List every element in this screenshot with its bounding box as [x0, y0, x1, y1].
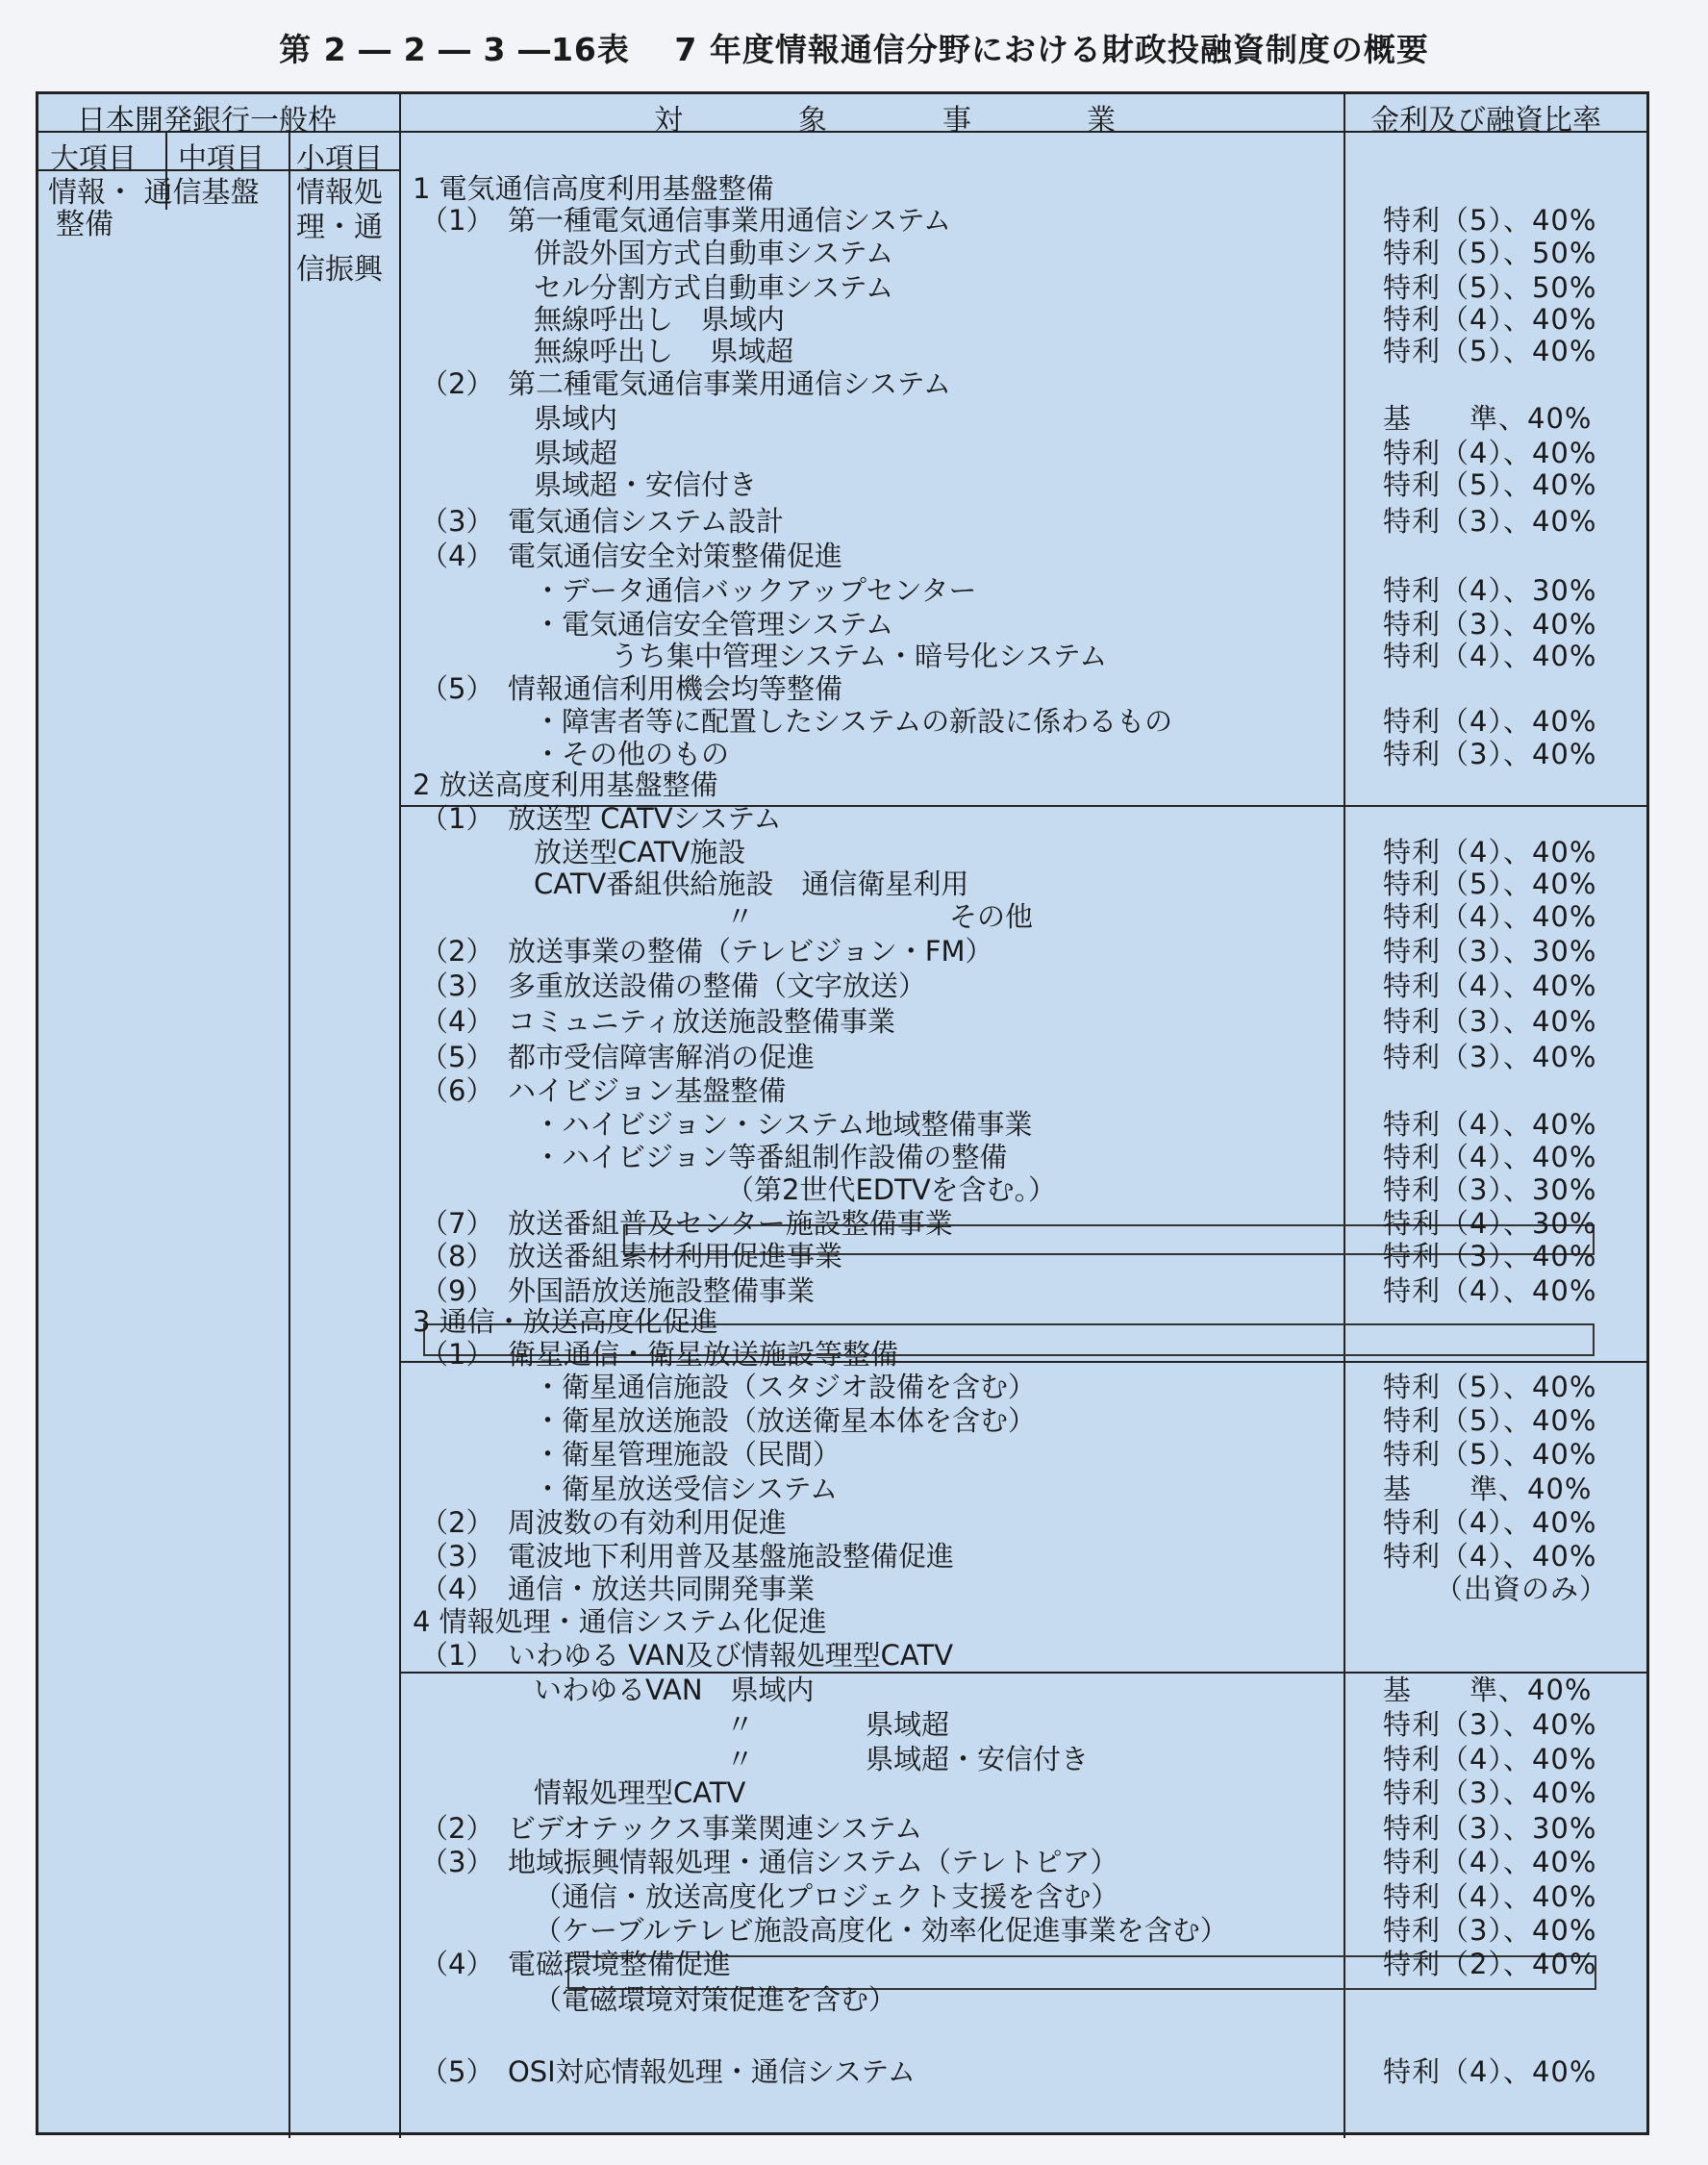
row-item: ・データ通信バックアップセンター [534, 574, 977, 607]
row-item: （3） 多重放送設備の整備（文字放送） [420, 969, 926, 1002]
row-rate: 特利（4）、40% [1383, 1540, 1597, 1573]
row-rate: 基 準、40% [1383, 402, 1593, 435]
row-rate: 特利（4）、40% [1383, 2055, 1597, 2088]
row-item: （5） 情報通信利用機会均等整備 [420, 672, 842, 705]
row-item: ・障害者等に配置したシステムの新設に係わるもの [534, 705, 1173, 738]
header-medium: 中項目 [178, 142, 264, 176]
header-rate: 金利及び融資比率 [1370, 104, 1601, 138]
row-item: （5） OSI対応情報処理・通信システム [420, 2055, 916, 2088]
row-rate: 特利（5）、50% [1383, 237, 1597, 269]
row-item: （1） 第一種電気通信事業用通信システム [420, 204, 952, 237]
header-dbj: 日本開発銀行一般枠 [77, 104, 337, 138]
row-item: 〃 県域超・安信付き [726, 1743, 1090, 1775]
row-rate: 特利（4）、30% [1383, 1207, 1597, 1240]
row-rate: 特利（4）、40% [1383, 900, 1597, 933]
row-rate: 特利（4）、40% [1383, 1141, 1597, 1173]
row-item: 無線呼出し 県域内 [534, 303, 786, 336]
row-rate: 特利（3）、40% [1383, 1005, 1597, 1038]
large-category-line: 情報・ 通信基盤 [48, 176, 260, 210]
row-item: ・衛星放送受信システム [534, 1473, 839, 1505]
row-item: 放送型CATV施設 [534, 836, 746, 869]
row-rate: 特利（3）、40% [1383, 738, 1597, 770]
row-item: 1 電気通信高度利用基盤整備 [413, 172, 774, 205]
row-item: 県域超・安信付き [534, 468, 758, 501]
row-rate: 特利（4）、40% [1383, 437, 1597, 469]
row-rate: 特利（5）、40% [1383, 868, 1597, 900]
row-rate: 特利（3）、40% [1383, 1240, 1597, 1272]
row-item: 〃 その他 [726, 900, 1034, 933]
row-rate: 特利（4）、40% [1383, 1108, 1597, 1141]
row-item: ・その他のもの [534, 738, 730, 770]
row-rate: 特利（4）、30% [1383, 574, 1597, 607]
financing-table [36, 91, 1649, 2135]
row-item: （5） 都市受信障害解消の促進 [420, 1041, 815, 1073]
row-rate: 特利（3）、40% [1383, 608, 1597, 641]
row-item: ・衛星放送施設（放送衛星本体を含む） [534, 1404, 1037, 1437]
row-rate: 特利（4）、40% [1383, 303, 1597, 336]
col-divider [289, 133, 290, 2138]
row-rate: 特利（5）、40% [1383, 1404, 1597, 1437]
row-item: （6） ハイビジョン基盤整備 [420, 1074, 787, 1107]
small-category-line: 理・通 [296, 211, 383, 244]
row-item: セル分割方式自動車システム [534, 271, 894, 304]
row-rate: 特利（3）、40% [1383, 1708, 1597, 1741]
row-rate: 特利（4）、40% [1383, 1743, 1597, 1775]
row-item: 〃 県域超 [726, 1708, 950, 1741]
row-rate: 特利（4）、40% [1383, 1274, 1597, 1307]
col-divider [399, 94, 401, 2138]
row-item: （2） 放送事業の整備（テレビジョン・FM） [420, 935, 993, 968]
row-rate: 特利（4）、40% [1383, 1846, 1597, 1878]
small-category-line: 信振興 [296, 253, 383, 287]
row-item: 併設外国方式自動車システム [534, 237, 894, 269]
row-rate: 基 準、40% [1383, 1674, 1593, 1706]
row-item: （3） 電波地下利用普及基盤施設整備促進 [420, 1540, 954, 1573]
row-item: （8） 放送番組素材利用促進事業 [420, 1240, 842, 1272]
row-item: （1） 衛星通信・衛星放送施設等整備 [420, 1338, 898, 1371]
row-rate: 特利（4）、40% [1383, 1506, 1597, 1539]
row-item: （1） 放送型 CATVシステム [420, 802, 782, 835]
row-item: ・電気通信安全管理システム [534, 608, 894, 641]
row-item: CATV番組供給施設 通信衛星利用 [534, 868, 969, 900]
row-rate: 特利（3）、40% [1383, 1776, 1597, 1809]
row-item: 県域超 [534, 437, 618, 469]
row-item: （4） 通信・放送共同開発事業 [420, 1573, 815, 1605]
row-item: ・衛星管理施設（民間） [534, 1438, 841, 1471]
row-item: （3） 電気通信システム設計 [420, 505, 785, 538]
row-item: 県域内 [534, 402, 618, 435]
row-rate: 基 準、40% [1383, 1473, 1593, 1505]
row-item: （通信・放送高度化プロジェクト支援を含む） [534, 1880, 1119, 1913]
table-title: 第 2 ― 2 ― 3 ―16表 7 年度情報通信分野における財政投融資制度の概要 [279, 31, 1429, 68]
row-item: （9） 外国語放送施設整備事業 [420, 1274, 815, 1307]
row-item: 3 通信・放送高度化促進 [413, 1305, 718, 1338]
row-rate: 特利（5）、40% [1383, 335, 1597, 367]
row-rate: 特利（3）、40% [1383, 1914, 1597, 1947]
row-rate: 特利（5）、40% [1383, 468, 1597, 501]
row-rate: 特利（4）、40% [1383, 1880, 1597, 1913]
row-rate: 特利（3）、30% [1383, 935, 1597, 968]
header-large: 大項目 [50, 142, 137, 176]
row-item: （電磁環境対策促進を含む） [534, 1983, 897, 2016]
row-item: 2 放送高度利用基盤整備 [413, 768, 718, 801]
row-rate: 特利（5）、40% [1383, 1371, 1597, 1403]
row-rate: 特利（3）、40% [1383, 505, 1597, 538]
row-item: （4） 電気通信安全対策整備促進 [420, 540, 842, 572]
row-rate: 特利（5）、40% [1383, 204, 1597, 237]
row-item: （3） 地域振興情報処理・通信システム（テレトピア） [420, 1846, 1118, 1878]
row-item: ・ハイビジョン・システム地域整備事業 [534, 1108, 1033, 1141]
row-item: （1） いわゆる VAN及び情報処理型CATV [420, 1639, 954, 1672]
row-rate: 特利（2）、40% [1383, 1948, 1597, 1980]
row-rate: 特利（4）、40% [1383, 836, 1597, 869]
row-rate: （出資のみ） [1435, 1573, 1609, 1605]
row-item: 無線呼出し 県域超 [534, 335, 794, 367]
row-rate: 特利（4）、40% [1383, 705, 1597, 738]
row-item: （2） ビデオテックス事業関連システム [420, 1812, 923, 1845]
header-small: 小項目 [296, 142, 383, 176]
row-item: （2） 第二種電気通信事業用通信システム [420, 367, 952, 400]
small-category-line: 情報処 [296, 176, 383, 210]
row-rate: 特利（5）、40% [1383, 1438, 1597, 1471]
row-rate: 特利（3）、40% [1383, 1041, 1597, 1073]
row-rate: 特利（5）、50% [1383, 271, 1597, 304]
row-item: （ケーブルテレビ施設高度化・効率化促進事業を含む） [534, 1914, 1228, 1947]
row-rate: 特利（4）、40% [1383, 969, 1597, 1002]
row-item: うち集中管理システム・暗号化システム [611, 640, 1108, 672]
large-category-line: 整備 [56, 208, 113, 241]
header-target: 対 象 事 業 [654, 104, 1116, 138]
row-item: ・ハイビジョン等番組制作設備の整備 [534, 1141, 1008, 1173]
row-item: （7） 放送番組普及センター施設整備事業 [420, 1207, 953, 1240]
row-item: （4） コミュニティ放送施設整備事業 [420, 1005, 896, 1038]
row-item: 情報処理型CATV [534, 1776, 746, 1809]
row-item: いわゆるVAN 県域内 [534, 1674, 815, 1706]
row-rate: 特利（4）、40% [1383, 640, 1597, 672]
row-item: ・衛星通信施設（スタジオ設備を含む） [534, 1371, 1037, 1403]
col-divider [1344, 94, 1345, 2138]
row-item: （第2世代EDTVを含む。） [726, 1173, 1057, 1206]
row-item: 4 情報処理・通信システム化促進 [413, 1605, 827, 1638]
row-rate: 特利（3）、30% [1383, 1173, 1597, 1206]
row-item: （2） 周波数の有効利用促進 [420, 1506, 787, 1539]
row-item: （4） 電磁環境整備促進 [420, 1948, 731, 1980]
row-rate: 特利（3）、30% [1383, 1812, 1597, 1845]
